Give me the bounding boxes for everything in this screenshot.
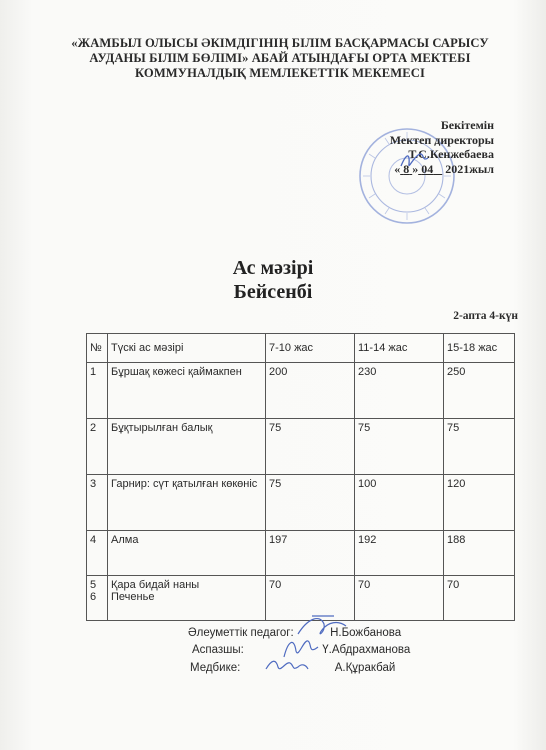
approval-title: Бекітемін xyxy=(440,118,494,132)
table-row xyxy=(87,419,515,475)
row-number: 3 xyxy=(87,475,108,531)
portion-7-10: 197 xyxy=(266,531,355,576)
header-age-15-18: 15-18 жас xyxy=(444,334,515,363)
dish-name: Қара бидай наны Печенье xyxy=(108,576,266,621)
dish-name: Алма xyxy=(108,531,266,576)
date-close-quote: » xyxy=(412,161,419,176)
dish-name: Бұршақ көжесі қаймакпен xyxy=(108,363,266,419)
dish-name: Бұқтырылған балық xyxy=(108,419,266,475)
approval-date xyxy=(314,162,494,177)
signature-role: Аспазшы: xyxy=(192,644,244,656)
signature-name: Н.Божбанова xyxy=(330,627,402,639)
approval-block xyxy=(314,118,494,176)
date-open-quote: « xyxy=(394,161,401,176)
portion-15-18: 75 xyxy=(444,419,515,475)
header-number: № xyxy=(87,334,108,363)
table-row xyxy=(87,475,515,531)
row-number: 4 xyxy=(87,531,108,576)
signature-line-social-pedagogue xyxy=(188,627,401,639)
signature-role: Медбике: xyxy=(190,662,241,674)
approval-director-name: Т.С.Кенжебаева xyxy=(408,147,494,161)
header-age-7-10: 7-10 жас xyxy=(266,334,355,363)
approval-position: Мектеп директоры xyxy=(389,132,494,147)
row-number: 5 6 xyxy=(87,576,108,621)
menu-title: Ас мәзірі xyxy=(232,257,314,279)
portion-11-14: 75 xyxy=(355,419,444,475)
portion-11-14: 70 xyxy=(355,576,444,621)
portion-15-18: 250 xyxy=(444,363,515,419)
row-number: 1 xyxy=(87,363,108,419)
date-year: 2021жыл xyxy=(445,161,494,176)
date-month-value: 04 xyxy=(421,161,434,176)
portion-7-10: 75 xyxy=(266,419,355,475)
header-age-11-14: 11-14 жас xyxy=(355,334,444,363)
dish-name: Гарнир: сүт қатылған көкөніс xyxy=(108,475,266,531)
signature-line-cook xyxy=(192,644,410,656)
header-lunch-menu: Түскі ас мәзірі xyxy=(108,334,266,363)
table-row xyxy=(87,363,515,419)
portion-7-10: 70 xyxy=(266,576,355,621)
header-line-3: КОММУНАЛДЫҚ МЕМЛЕКЕТТІК МЕКЕМЕСІ xyxy=(135,66,425,80)
table-row xyxy=(87,576,515,621)
week-day-label: 2-апта 4-күн xyxy=(453,310,518,322)
portion-15-18: 120 xyxy=(444,475,515,531)
signature-name: А.Құракбай xyxy=(334,662,396,674)
menu-table xyxy=(86,333,515,621)
portion-7-10: 200 xyxy=(266,363,355,419)
date-day-value: 8 xyxy=(403,161,410,176)
row-number: 2 xyxy=(87,419,108,475)
portion-11-14: 192 xyxy=(355,531,444,576)
signature-line-nurse xyxy=(190,662,395,674)
date-month xyxy=(418,162,442,176)
day-of-week: Бейсенбі xyxy=(233,281,313,303)
portion-7-10: 75 xyxy=(266,475,355,531)
portion-15-18: 188 xyxy=(444,531,515,576)
table-header-row xyxy=(87,334,515,363)
portion-15-18: 70 xyxy=(444,576,515,621)
organization-header xyxy=(60,36,500,81)
date-day xyxy=(400,162,412,176)
portion-11-14: 100 xyxy=(355,475,444,531)
header-line-1: «ЖАМБЫЛ ОЛЫСЫ ӘКІМДІГІНІҢ БІЛІМ БАСҚАРМАСЫ САРЫСУ xyxy=(71,36,489,50)
signature-name: Ү.Абдрахманова xyxy=(322,644,411,656)
table-row xyxy=(87,531,515,576)
portion-11-14: 230 xyxy=(355,363,444,419)
signature-role: Әлеуметтік педагог: xyxy=(188,627,294,639)
header-line-2: АУДАНЫ БІЛІМ БӨЛІМІ» АБАЙ АТЫНДАҒЫ ОРТА МЕКТЕБІ xyxy=(89,51,471,65)
